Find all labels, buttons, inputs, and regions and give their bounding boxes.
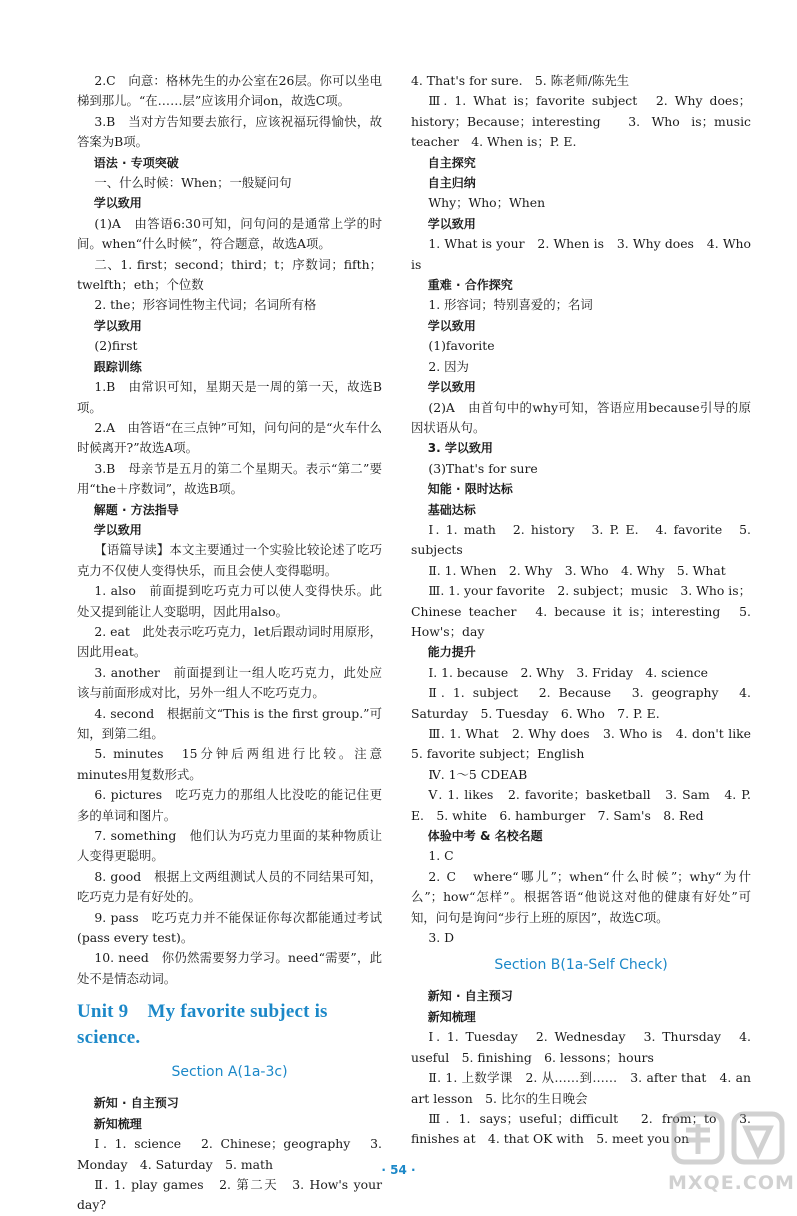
- answer-line: Ⅳ. 1～5 CDEAB: [428, 766, 528, 782]
- answer-line: 【语篇导读】本文主要通过一个实验比较论述了吃巧克力不仅使人变得快乐，而且会使人变得聪明。: [77, 542, 382, 578]
- right-column: [411, 71, 764, 1150]
- answer-line: Ⅰ. 1. math 2. history 3. P. E. 4. favorite 5. subjects: [411, 521, 751, 558]
- answer-line: Ⅴ. 1. likes 2. favorite；basketball 3. Sam 4. P. E. 5. white 6. hamburger 7. Sam's 8. Red: [411, 787, 751, 823]
- subheading: 3. 学以致用: [427, 441, 493, 456]
- subheading: 自主归纳: [427, 176, 476, 191]
- answer-line: 1. What is your 2. When is 3. Why does 4. Who is: [411, 236, 751, 272]
- subheading: 基础达标: [427, 502, 476, 517]
- answer-line: 2.C 向意：格林先生的办公室在26层。你可以坐电梯到那儿。“在……层”应该用介词on，故选C项。: [77, 73, 382, 109]
- answer-line: Ⅰ. 1. because 2. Why 3. Friday 4. science: [428, 664, 708, 680]
- subheading: 自主探究: [427, 155, 476, 170]
- section-title: Section B(1a-Self Check): [494, 957, 668, 974]
- answer-line: 3. D: [428, 930, 455, 946]
- subheading: 学以致用: [427, 380, 476, 395]
- answer-line: 8. good 根据上文两组测试人员的不同结果可知，吃巧克力是有好处的。: [77, 868, 382, 905]
- answer-line: Ⅰ. 1. science 2. Chinese；geography 3. Monday 4. Saturday 5. math: [77, 1136, 382, 1172]
- subheading: 跟踪训练: [93, 359, 142, 374]
- subheading: 语法 · 专项突破: [93, 155, 179, 170]
- subheading: 学以致用: [93, 196, 142, 211]
- site-watermark: [668, 1108, 795, 1194]
- answer-line: 1. also 前面提到吃巧克力可以使人变得快乐。此处又提到能让人变聪明，因此用also。: [77, 583, 382, 619]
- answer-line: Ⅲ. 1. What is；favorite subject 2. Why does；history；Because；interesting 3. Who is；music teacher 4. When is；P. E.: [411, 93, 751, 150]
- answer-line: 2. the；形容词性物主代词；名词所有格: [94, 297, 317, 313]
- subheading: 新知梳理: [93, 1116, 142, 1131]
- answer-line: Ⅱ. 1. subject 2. Because 3. geography 4. Saturday 5. Tuesday 6. Who 7. P. E.: [411, 685, 751, 721]
- answer-line: 6. pictures 吃巧克力的那组人比没吃的能记住更多的单词和图片。: [77, 787, 382, 823]
- subheading: 学以致用: [93, 318, 142, 333]
- subheading: 新知 · 自主预习: [93, 1096, 179, 1111]
- answer-line: (1)favorite: [428, 338, 495, 354]
- subheading: 学以致用: [427, 216, 476, 231]
- unit-title: Unit 9 My favorite subject is science.: [77, 1001, 328, 1049]
- answer-line: Ⅰ. 1. Tuesday 2. Wednesday 3. Thursday 4. useful 5. finishing 6. lessons；hours: [411, 1029, 751, 1065]
- answer-line: (1)A 由答语6:30可知，问句问的是通常上学的时间。when“什么时候”，符合题意，故选A项。: [77, 215, 382, 252]
- left-column: [77, 71, 382, 1216]
- answer-line: 3.B 母亲节是五月的第二个星期天。表示“第二”要用“the＋序数词”，故选B项。: [77, 460, 382, 497]
- watermark-text: MXQE.COM: [668, 1172, 795, 1194]
- subheading: 新知梳理: [427, 1009, 476, 1024]
- answer-line: 9. pass 吃巧克力并不能保证你每次都能通过考试(pass every test)。: [77, 909, 382, 946]
- answer-line: Ⅱ. 1. When 2. Why 3. Who 4. Why 5. What: [428, 562, 726, 578]
- subheading: 学以致用: [427, 318, 476, 333]
- answer-line: 4. second 根据前文“This is the first group.”可知，到第二组。: [77, 705, 382, 741]
- answer-line: 7. something 他们认为巧克力里面的某种物质让人变得更聪明。: [77, 828, 382, 864]
- answer-line: 4. That's for sure. 5. 陈老师/陈先生: [411, 73, 630, 88]
- subheading: 解题 · 方法指导: [93, 502, 179, 517]
- answer-line: 5. minutes 15分钟后两组进行比较。注意minutes用复数形式。: [77, 746, 382, 782]
- answer-line: 3.B 当对方告知要去旅行，应该祝福玩得愉快，故答案为B项。: [77, 113, 382, 150]
- answer-line: Ⅲ. 1. What 2. Why does 3. Who is 4. don't like 5. favorite subject；English: [411, 726, 764, 762]
- answer-line: 2.A 由答语“在三点钟”可知，问句问的是“火车什么时候离开?”故选A项。: [77, 419, 382, 456]
- answer-line: (3)That's for sure: [428, 460, 538, 476]
- watermark-logo-icon: [668, 1108, 790, 1170]
- subheading: 体验中考 & 名校名题: [427, 829, 543, 844]
- subheading: 重难 · 合作探究: [427, 278, 513, 293]
- answer-line: Ⅲ. 1. your favorite 2. subject；music 3. Who is；Chinese teacher 4. because it is；interesting 5. How's；day: [411, 583, 751, 639]
- page-number: · 54 ·: [381, 1163, 416, 1177]
- subheading: 新知 · 自主预习: [427, 989, 513, 1004]
- answer-line: (2)first: [94, 338, 138, 354]
- answer-line: 二、1. first；second；third；t；序数词；fifth；twelfth；eth；个位数: [77, 256, 382, 293]
- answer-line: Ⅱ. 1. play games 2. 第二天 3. How's your day?: [77, 1176, 382, 1213]
- answer-line: Ⅱ. 1. 上数学课 2. 从……到…… 3. after that 4. an art lesson 5. 比尔的生日晚会: [411, 1070, 751, 1106]
- subheading: 知能 · 限时达标: [427, 482, 513, 497]
- subheading: 学以致用: [93, 522, 142, 537]
- answer-line: 3. another 前面提到让一组人吃巧克力，此处应该与前面形成对比，另外一组人不吃巧克力。: [77, 664, 382, 701]
- answer-line: 1. 形容词；特别喜爱的；名词: [428, 297, 593, 313]
- answer-line: Ⅲ. 1. says；useful；difficult 2. from；to 3. finishes at 4. that OK with 5. meet you on: [411, 1110, 751, 1147]
- answer-line: 1.B 由常识可知，星期天是一周的第一天，故选B项。: [77, 379, 382, 415]
- answer-line: Why；Who；When: [428, 195, 546, 211]
- answer-line: 2. eat 此处表示吃巧克力，let后跟动词时用原形，因此用eat。: [77, 623, 382, 660]
- answer-line: 10. need 你仍然需要努力学习。need“需要”，此处不是情态动词。: [77, 950, 382, 986]
- answer-line: 一、什么时候：When；一般疑问句: [94, 175, 292, 191]
- answer-line: (2)A 由首句中的why可知，答语应用because引导的原因状语从句。: [411, 399, 751, 435]
- section-title: Section A(1a-3c): [171, 1064, 288, 1081]
- answer-line: 1. C: [428, 848, 454, 864]
- answer-line: 2. 因为: [428, 358, 469, 374]
- answer-line: 2. C where“哪儿”；when“什么时候”；why“为什么”；how“怎样”。根据答语“他说这对他的健康有好处”可知，问句是询问“步行上班的原因”，故选C项。: [411, 868, 751, 925]
- subheading: 能力提升: [427, 645, 476, 660]
